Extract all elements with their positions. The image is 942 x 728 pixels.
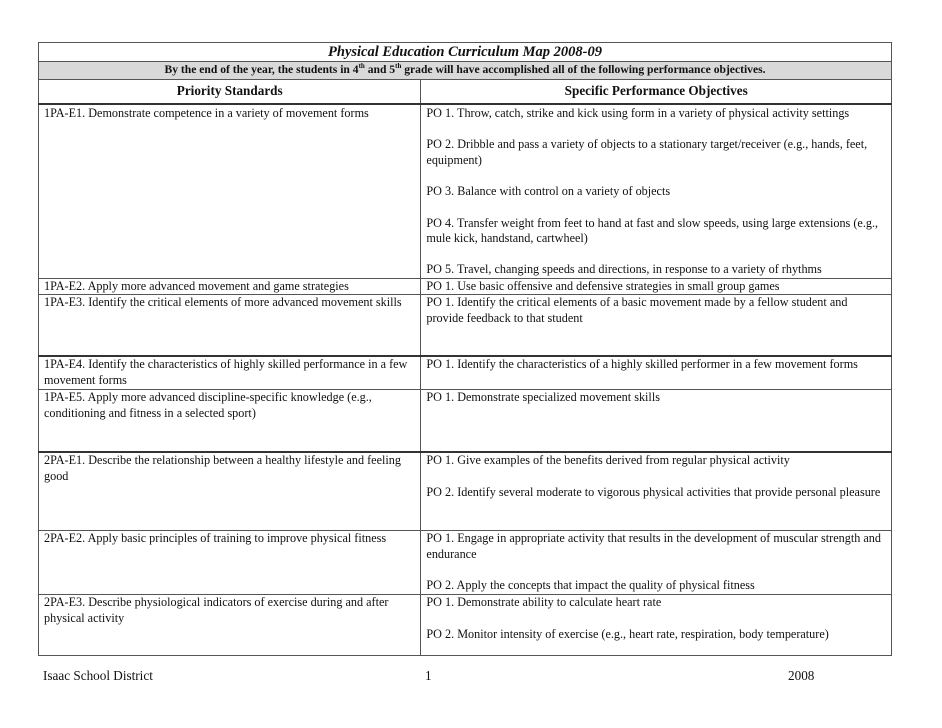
subtitle-row (39, 62, 892, 80)
objective-item: PO 2. Apply the concepts that impact the quality of physical fitness (426, 578, 755, 593)
header-priority-standards: Priority Standards (39, 80, 421, 105)
standard-cell: 1PA-E2. Apply more advanced movement and game strategies (39, 278, 421, 294)
standard-cell: 2PA-E3. Describe physiological indicators of exercise during and after physical activity (39, 595, 421, 656)
document-page (38, 42, 892, 656)
footer-district: Isaac School District (43, 668, 153, 683)
standard-cell: 1PA-E5. Apply more advanced discipline-specific knowledge (e.g., conditioning and fitness in a selected sport) (39, 390, 421, 453)
table-row (39, 595, 892, 656)
header-performance-objectives: Specific Performance Objectives (421, 80, 892, 105)
footer-year: 2008 (788, 668, 815, 683)
standard-cell: 1PA-E1. Demonstrate competence in a variety of movement forms (39, 104, 421, 278)
objectives-cell (421, 104, 892, 278)
objective-item: PO 1. Throw, catch, strike and kick using form in a variety of physical activity settings (426, 106, 850, 120)
objectives-cell (421, 356, 892, 390)
objective-item: PO 5. Travel, changing speeds and directions, in response to a variety of rhythms (426, 262, 822, 277)
title-row (39, 43, 892, 62)
objective-item: PO 1. Identify the characteristics of a highly skilled performer in a few movement forms (426, 357, 858, 372)
objectives-cell (421, 452, 892, 531)
document-title: Physical Education Curriculum Map 2008-09 (39, 43, 892, 62)
objectives-cell (421, 278, 892, 294)
standard-cell: 2PA-E1. Describe the relationship between a healthy lifestyle and feeling good (39, 452, 421, 531)
objective-item: PO 1. Identify the critical elements of a basic movement made by a fellow student and provide feedback to that student (426, 295, 848, 325)
objectives-cell (421, 295, 892, 357)
objective-item: PO 2. Identify several moderate to vigorous physical activities that provide personal pleasure (426, 484, 881, 499)
table-row (39, 390, 892, 453)
table-row (39, 295, 892, 357)
objective-item: PO 1. Use basic offensive and defensive strategies in small group games (426, 278, 780, 293)
objectives-cell (421, 595, 892, 656)
standard-cell: 2PA-E2. Apply basic principles of training to improve physical fitness (39, 531, 421, 595)
objective-item: PO 1. Demonstrate specialized movement skills (426, 390, 660, 405)
objective-item: PO 2. Monitor intensity of exercise (e.g., heart rate, respiration, body temperature) (426, 626, 829, 641)
objective-item: PO 3. Balance with control on a variety of objects (426, 184, 671, 199)
table-row (39, 278, 892, 294)
objectives-cell (421, 390, 892, 453)
table-row (39, 531, 892, 595)
objectives-cell (421, 531, 892, 595)
objective-item: PO 2. Dribble and pass a variety of objects to a stationary target/receiver (e.g., hands, feet, equipment) (426, 137, 868, 167)
standard-cell: 1PA-E3. Identify the critical elements of more advanced movement skills (39, 295, 421, 357)
column-header-row (39, 80, 892, 105)
objective-item: PO 4. Transfer weight from feet to hand at fast and slow speeds, using large extensions (e.g., mule kick, handstand, cartwheel) (426, 215, 879, 246)
objective-item: PO 1. Demonstrate ability to calculate heart rate (426, 595, 662, 610)
footer-page-number: 1 (425, 668, 432, 683)
table-row (39, 104, 892, 278)
document-subtitle: By the end of the year, the students in 4th and 5th grade will have accomplished all of the following performance objectives. (39, 62, 892, 80)
curriculum-table (38, 42, 892, 656)
table-row (39, 452, 892, 531)
objective-item: PO 1. Give examples of the benefits derived from regular physical activity (426, 453, 790, 468)
standard-cell: 1PA-E4. Identify the characteristics of highly skilled performance in a few movement forms (39, 356, 421, 390)
objective-item: PO 1. Engage in appropriate activity that results in the development of muscular strength and endurance (426, 531, 881, 561)
table-row (39, 356, 892, 390)
